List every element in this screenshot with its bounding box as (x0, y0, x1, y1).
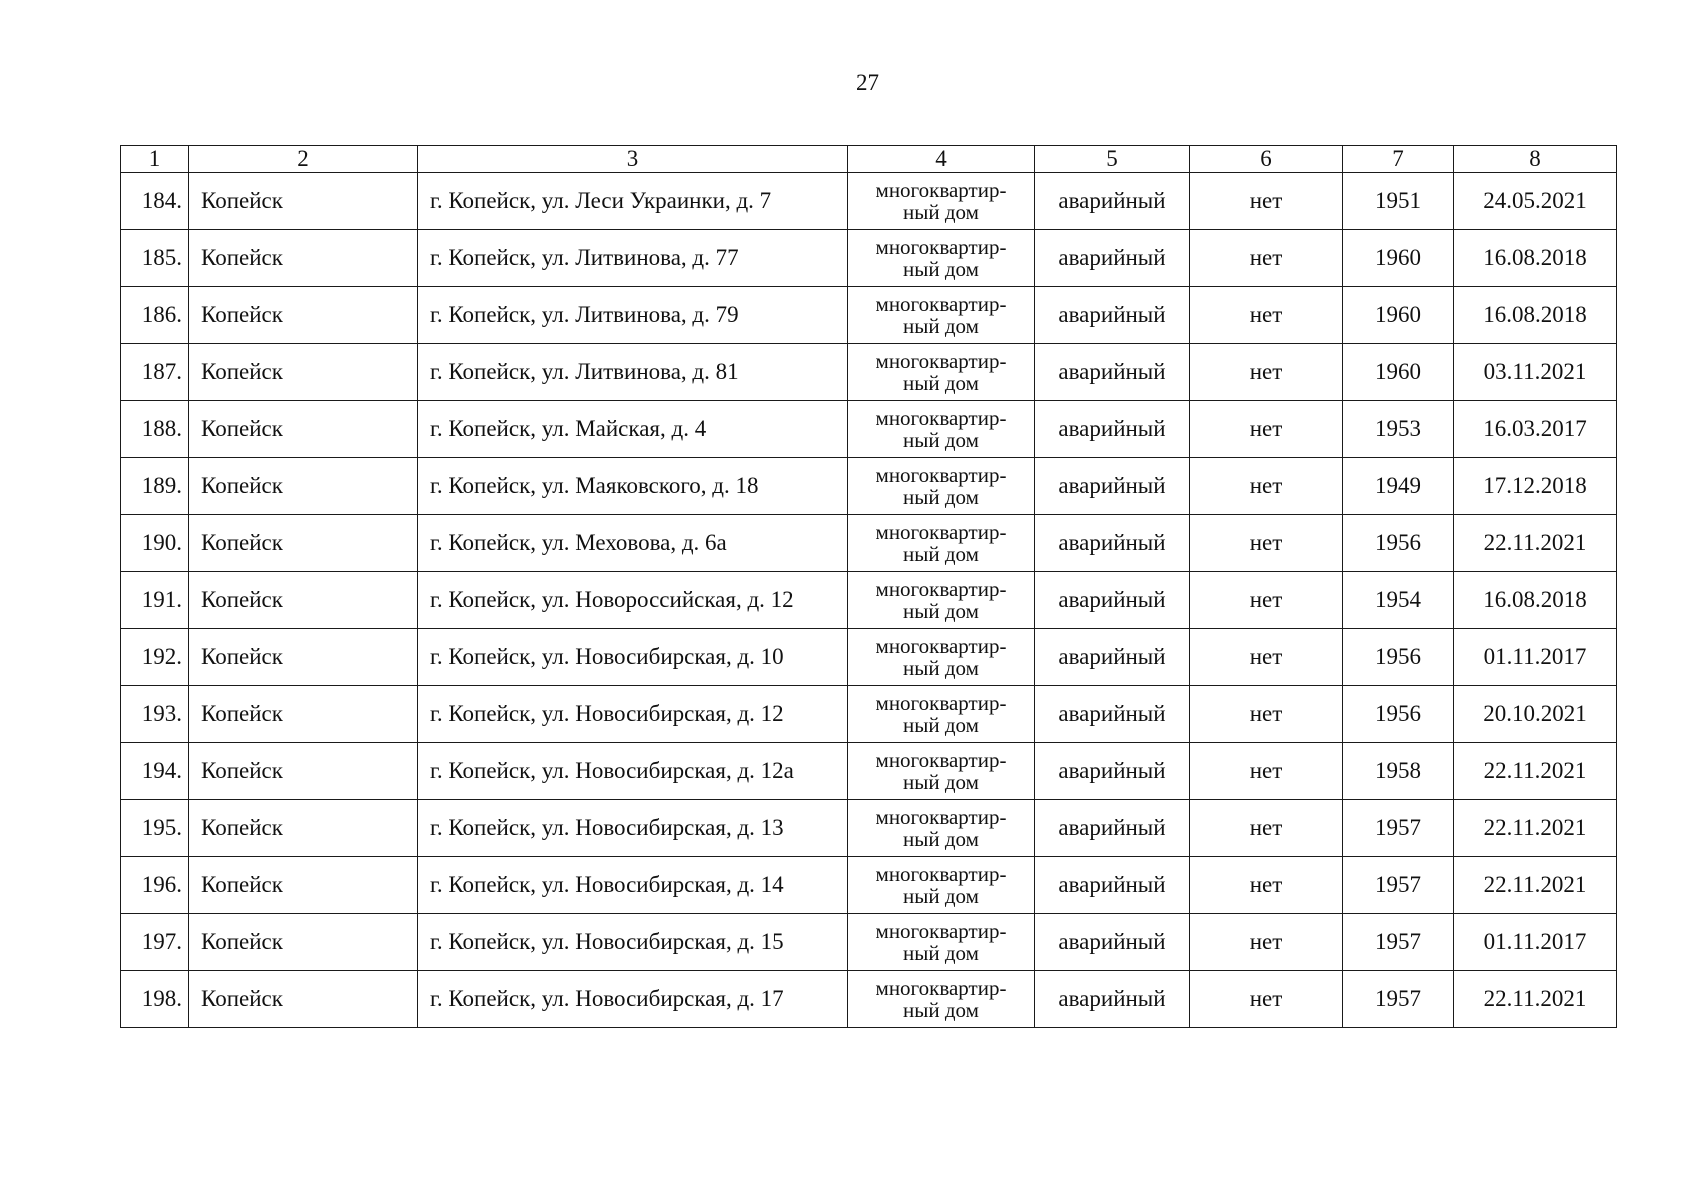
date-cell: 01.11.2017 (1454, 629, 1617, 686)
date-cell: 16.03.2017 (1454, 401, 1617, 458)
building-type-cell (848, 458, 1035, 515)
housing-registry-table (120, 145, 1617, 1028)
table-row (121, 800, 1617, 857)
row-number-cell: 186. (121, 287, 189, 344)
flag-cell: нет (1190, 857, 1343, 914)
flag-cell: нет (1190, 971, 1343, 1028)
city-cell: Копейск (189, 914, 418, 971)
address-cell: г. Копейск, ул. Новосибирская, д. 12 (418, 686, 848, 743)
building-type-line-2: ный дом (903, 770, 979, 794)
building-type-cell (848, 230, 1035, 287)
flag-cell: нет (1190, 686, 1343, 743)
building-type-cell (848, 971, 1035, 1028)
city-cell: Копейск (189, 686, 418, 743)
year-cell: 1960 (1343, 344, 1454, 401)
year-cell: 1956 (1343, 629, 1454, 686)
flag-cell: нет (1190, 401, 1343, 458)
city-cell: Копейск (189, 344, 418, 401)
building-type-cell (848, 800, 1035, 857)
year-cell: 1957 (1343, 971, 1454, 1028)
building-type-line-1: многоквартир- (875, 805, 1007, 829)
header-cell-5: 5 (1035, 146, 1190, 173)
city-cell: Копейск (189, 287, 418, 344)
building-type-line-2: ный дом (903, 599, 979, 623)
building-type-line-1: многоквартир- (875, 292, 1007, 316)
building-type-line-1: многоквартир- (875, 748, 1007, 772)
date-cell: 22.11.2021 (1454, 971, 1617, 1028)
row-number-cell: 196. (121, 857, 189, 914)
row-number-cell: 184. (121, 173, 189, 230)
date-cell: 20.10.2021 (1454, 686, 1617, 743)
table-row (121, 515, 1617, 572)
city-cell: Копейск (189, 401, 418, 458)
building-type-cell (848, 287, 1035, 344)
building-type-cell (848, 515, 1035, 572)
date-cell: 03.11.2021 (1454, 344, 1617, 401)
address-cell: г. Копейск, ул. Новосибирская, д. 10 (418, 629, 848, 686)
condition-cell: аварийный (1035, 686, 1190, 743)
building-type-cell (848, 401, 1035, 458)
address-cell: г. Копейск, ул. Новосибирская, д. 15 (418, 914, 848, 971)
condition-cell: аварийный (1035, 971, 1190, 1028)
condition-cell: аварийный (1035, 572, 1190, 629)
building-type-line-1: многоквартир- (875, 406, 1007, 430)
building-type-line-2: ный дом (903, 314, 979, 338)
building-type-cell (848, 173, 1035, 230)
row-number-cell: 192. (121, 629, 189, 686)
year-cell: 1956 (1343, 686, 1454, 743)
building-type-line-2: ный дом (903, 656, 979, 680)
building-type-line-2: ный дом (903, 713, 979, 737)
flag-cell: нет (1190, 287, 1343, 344)
row-number-cell: 185. (121, 230, 189, 287)
condition-cell: аварийный (1035, 344, 1190, 401)
address-cell: г. Копейск, ул. Литвинова, д. 81 (418, 344, 848, 401)
year-cell: 1957 (1343, 914, 1454, 971)
flag-cell: нет (1190, 914, 1343, 971)
header-cell-1: 1 (121, 146, 189, 173)
row-number-cell: 198. (121, 971, 189, 1028)
building-type-line-1: многоквартир- (875, 577, 1007, 601)
building-type-line-2: ный дом (903, 428, 979, 452)
flag-cell: нет (1190, 230, 1343, 287)
table-row (121, 971, 1617, 1028)
building-type-line-2: ный дом (903, 542, 979, 566)
building-type-line-2: ный дом (903, 998, 979, 1022)
table-row (121, 914, 1617, 971)
date-cell: 16.08.2018 (1454, 572, 1617, 629)
address-cell: г. Копейск, ул. Литвинова, д. 79 (418, 287, 848, 344)
table-row (121, 401, 1617, 458)
year-cell: 1956 (1343, 515, 1454, 572)
table-header (121, 146, 1617, 173)
table-row (121, 458, 1617, 515)
address-cell: г. Копейск, ул. Маяковского, д. 18 (418, 458, 848, 515)
city-cell: Копейск (189, 515, 418, 572)
date-cell: 01.11.2017 (1454, 914, 1617, 971)
building-type-line-1: многоквартир- (875, 235, 1007, 259)
city-cell: Копейск (189, 857, 418, 914)
header-cell-4: 4 (848, 146, 1035, 173)
flag-cell: нет (1190, 572, 1343, 629)
city-cell: Копейск (189, 800, 418, 857)
year-cell: 1957 (1343, 857, 1454, 914)
city-cell: Копейск (189, 743, 418, 800)
flag-cell: нет (1190, 344, 1343, 401)
table-row (121, 230, 1617, 287)
address-cell: г. Копейск, ул. Новосибирская, д. 12а (418, 743, 848, 800)
condition-cell: аварийный (1035, 914, 1190, 971)
date-cell: 17.12.2018 (1454, 458, 1617, 515)
building-type-line-1: многоквартир- (875, 349, 1007, 373)
table-row (121, 572, 1617, 629)
building-type-cell (848, 686, 1035, 743)
condition-cell: аварийный (1035, 515, 1190, 572)
date-cell: 24.05.2021 (1454, 173, 1617, 230)
date-cell: 22.11.2021 (1454, 743, 1617, 800)
building-type-line-2: ный дом (903, 884, 979, 908)
building-type-line-1: многоквартир- (875, 862, 1007, 886)
city-cell: Копейск (189, 629, 418, 686)
date-cell: 22.11.2021 (1454, 515, 1617, 572)
address-cell: г. Копейск, ул. Леси Украинки, д. 7 (418, 173, 848, 230)
condition-cell: аварийный (1035, 743, 1190, 800)
flag-cell: нет (1190, 173, 1343, 230)
address-cell: г. Копейск, ул. Новороссийская, д. 12 (418, 572, 848, 629)
condition-cell: аварийный (1035, 800, 1190, 857)
header-cell-7: 7 (1343, 146, 1454, 173)
city-cell: Копейск (189, 458, 418, 515)
address-cell: г. Копейск, ул. Майская, д. 4 (418, 401, 848, 458)
address-cell: г. Копейск, ул. Новосибирская, д. 14 (418, 857, 848, 914)
building-type-line-2: ный дом (903, 371, 979, 395)
condition-cell: аварийный (1035, 629, 1190, 686)
address-cell: г. Копейск, ул. Новосибирская, д. 13 (418, 800, 848, 857)
year-cell: 1958 (1343, 743, 1454, 800)
date-cell: 16.08.2018 (1454, 287, 1617, 344)
city-cell: Копейск (189, 173, 418, 230)
date-cell: 22.11.2021 (1454, 857, 1617, 914)
row-number-cell: 191. (121, 572, 189, 629)
page-number: 27 (856, 70, 879, 95)
table-row (121, 629, 1617, 686)
year-cell: 1960 (1343, 230, 1454, 287)
condition-cell: аварийный (1035, 173, 1190, 230)
table-row (121, 287, 1617, 344)
date-cell: 16.08.2018 (1454, 230, 1617, 287)
row-number-cell: 197. (121, 914, 189, 971)
city-cell: Копейск (189, 230, 418, 287)
building-type-line-1: многоквартир- (875, 634, 1007, 658)
condition-cell: аварийный (1035, 287, 1190, 344)
table-row (121, 173, 1617, 230)
building-type-line-2: ный дом (903, 941, 979, 965)
condition-cell: аварийный (1035, 230, 1190, 287)
header-cell-2: 2 (189, 146, 418, 173)
year-cell: 1949 (1343, 458, 1454, 515)
city-cell: Копейск (189, 572, 418, 629)
address-cell: г. Копейск, ул. Меховова, д. 6а (418, 515, 848, 572)
header-cell-8: 8 (1454, 146, 1617, 173)
building-type-line-2: ный дом (903, 827, 979, 851)
row-number-cell: 195. (121, 800, 189, 857)
building-type-cell (848, 572, 1035, 629)
year-cell: 1953 (1343, 401, 1454, 458)
table-row (121, 743, 1617, 800)
building-type-cell (848, 914, 1035, 971)
address-cell: г. Копейск, ул. Литвинова, д. 77 (418, 230, 848, 287)
row-number-cell: 193. (121, 686, 189, 743)
date-cell: 22.11.2021 (1454, 800, 1617, 857)
table-row (121, 857, 1617, 914)
condition-cell: аварийный (1035, 458, 1190, 515)
flag-cell: нет (1190, 800, 1343, 857)
building-type-line-1: многоквартир- (875, 976, 1007, 1000)
building-type-line-1: многоквартир- (875, 919, 1007, 943)
building-type-line-2: ный дом (903, 485, 979, 509)
flag-cell: нет (1190, 629, 1343, 686)
building-type-cell (848, 344, 1035, 401)
table-row (121, 344, 1617, 401)
condition-cell: аварийный (1035, 401, 1190, 458)
flag-cell: нет (1190, 458, 1343, 515)
address-cell: г. Копейск, ул. Новосибирская, д. 17 (418, 971, 848, 1028)
row-number-cell: 188. (121, 401, 189, 458)
building-type-cell (848, 857, 1035, 914)
header-row (121, 146, 1617, 173)
row-number-cell: 194. (121, 743, 189, 800)
row-number-cell: 189. (121, 458, 189, 515)
building-type-line-1: многоквартир- (875, 178, 1007, 202)
year-cell: 1960 (1343, 287, 1454, 344)
year-cell: 1954 (1343, 572, 1454, 629)
row-number-cell: 190. (121, 515, 189, 572)
header-cell-3: 3 (418, 146, 848, 173)
building-type-line-2: ный дом (903, 257, 979, 281)
building-type-line-2: ный дом (903, 200, 979, 224)
building-type-cell (848, 743, 1035, 800)
flag-cell: нет (1190, 515, 1343, 572)
condition-cell: аварийный (1035, 857, 1190, 914)
building-type-line-1: многоквартир- (875, 520, 1007, 544)
table-row (121, 686, 1617, 743)
year-cell: 1951 (1343, 173, 1454, 230)
building-type-line-1: многоквартир- (875, 463, 1007, 487)
year-cell: 1957 (1343, 800, 1454, 857)
building-type-line-1: многоквартир- (875, 691, 1007, 715)
building-type-cell (848, 629, 1035, 686)
flag-cell: нет (1190, 743, 1343, 800)
row-number-cell: 187. (121, 344, 189, 401)
header-cell-6: 6 (1190, 146, 1343, 173)
city-cell: Копейск (189, 971, 418, 1028)
table-body (121, 173, 1617, 1028)
